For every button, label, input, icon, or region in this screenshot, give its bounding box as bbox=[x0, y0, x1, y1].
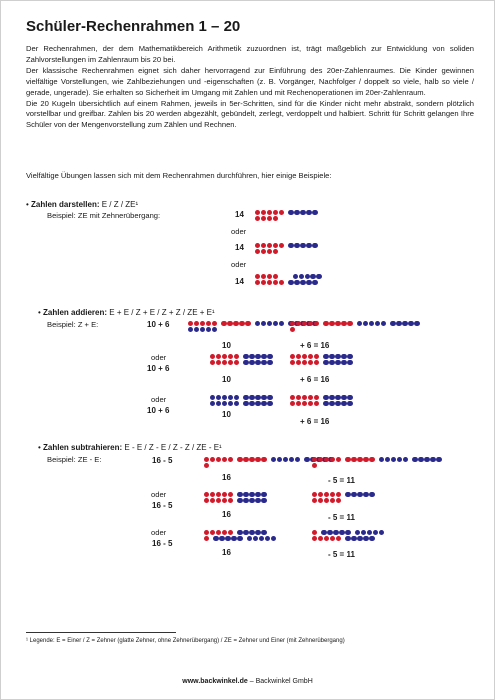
blue-bead bbox=[335, 360, 340, 365]
intro-paragraph-1: Der Rechenrahmen, der dem Mathematikbereich Arithmetik zuzuordnen ist, trägt maßgeblich zur Entwicklung von soliden Zahlvorstellungen im Zahlenraum bis 20 bei. bbox=[26, 44, 474, 64]
red-bead bbox=[312, 498, 317, 503]
addieren-step: + 6 = 16 bbox=[300, 417, 330, 426]
blue-bead bbox=[253, 536, 258, 541]
red-bead bbox=[312, 536, 317, 541]
blue-bead bbox=[379, 457, 384, 462]
blue-bead bbox=[381, 321, 386, 326]
red-bead bbox=[210, 360, 215, 365]
blue-bead bbox=[288, 210, 293, 215]
blue-bead bbox=[261, 321, 266, 326]
bead-row bbox=[290, 360, 353, 366]
red-bead bbox=[341, 321, 346, 326]
bead-row bbox=[290, 327, 420, 333]
subtrahieren-step: - 5 = 11 bbox=[328, 550, 355, 559]
subtrahieren-task: 16 - 5 bbox=[152, 501, 173, 510]
red-bead bbox=[336, 498, 341, 503]
section-addieren-heading: • Zahlen addieren: E + E / Z + E / Z + Z / ZE + E¹ bbox=[38, 308, 215, 317]
red-bead bbox=[204, 498, 209, 503]
blue-bead bbox=[396, 321, 401, 326]
red-bead bbox=[216, 360, 221, 365]
red-bead bbox=[222, 498, 227, 503]
blue-bead bbox=[390, 321, 395, 326]
blue-bead bbox=[408, 321, 413, 326]
blue-bead bbox=[300, 210, 305, 215]
red-bead bbox=[347, 321, 352, 326]
darstellen-ops: E / Z / ZE¹ bbox=[101, 200, 139, 209]
blue-bead bbox=[363, 321, 368, 326]
blue-bead bbox=[273, 321, 278, 326]
red-bead bbox=[233, 321, 238, 326]
blue-bead bbox=[335, 401, 340, 406]
red-bead bbox=[324, 457, 329, 462]
bead-frame-add-end-2 bbox=[290, 354, 353, 365]
footer-url[interactable]: www.backwinkel.de bbox=[182, 678, 248, 685]
blue-bead bbox=[249, 360, 254, 365]
red-bead bbox=[221, 321, 226, 326]
blue-bead bbox=[255, 321, 260, 326]
blue-bead bbox=[369, 321, 374, 326]
red-bead bbox=[302, 321, 307, 326]
red-bead bbox=[324, 498, 329, 503]
blue-bead bbox=[414, 321, 419, 326]
addieren-example: Beispiel: Z + E: bbox=[47, 320, 99, 329]
red-bead bbox=[357, 457, 362, 462]
addieren-title: Zahlen addieren: bbox=[43, 308, 108, 317]
red-bead bbox=[273, 249, 278, 254]
blue-bead bbox=[385, 457, 390, 462]
red-bead bbox=[210, 498, 215, 503]
blue-bead bbox=[357, 492, 362, 497]
blue-bead bbox=[255, 360, 260, 365]
blue-bead bbox=[351, 492, 356, 497]
bead-frame-14c bbox=[255, 274, 322, 285]
blue-bead bbox=[436, 457, 441, 462]
darstellen-value-1: 14 bbox=[235, 210, 244, 219]
darstellen-value-3: 14 bbox=[235, 277, 244, 286]
blue-bead bbox=[306, 210, 311, 215]
bead-row bbox=[255, 216, 318, 222]
blue-bead bbox=[267, 321, 272, 326]
red-bead bbox=[234, 360, 239, 365]
blue-bead bbox=[277, 457, 282, 462]
blue-bead bbox=[363, 536, 368, 541]
addieren-ops: E + E / Z + E / Z + Z / ZE + E¹ bbox=[109, 308, 215, 317]
blue-bead bbox=[403, 457, 408, 462]
blue-bead bbox=[213, 536, 218, 541]
bead-row bbox=[255, 249, 318, 255]
blue-bead bbox=[323, 401, 328, 406]
blue-bead bbox=[294, 280, 299, 285]
bead-row bbox=[312, 536, 384, 542]
blue-bead bbox=[424, 457, 429, 462]
red-bead bbox=[336, 457, 341, 462]
red-bead bbox=[345, 457, 350, 462]
red-bead bbox=[296, 360, 301, 365]
blue-bead bbox=[351, 536, 356, 541]
darstellen-example: Beispiel: ZE mit Zehnerübergang: bbox=[47, 211, 161, 220]
red-bead bbox=[267, 216, 272, 221]
red-bead bbox=[261, 280, 266, 285]
bead-frame-14a bbox=[255, 210, 318, 221]
blue-bead bbox=[295, 457, 300, 462]
bead-frame-sub-end-3 bbox=[312, 530, 384, 541]
intro-paragraph-3: Die 20 Kugeln übersichtlich auf einem Rahmen, jeweils in 5er-Schritten, sind für die Kinder nicht mehr abstrakt, sondern plötzlich vorstellbar und greifbar. Zahlen bis 20 werden abgezählt, gebündelt, zerlegt, verdoppelt und halbiert. Schritt für Schritt gelangen Ihre Schüler von der Mengenvorstellung zum Zählen und Rechnen. bbox=[26, 98, 474, 130]
addieren-step: + 6 = 16 bbox=[300, 341, 330, 350]
bead-row bbox=[210, 401, 273, 407]
blue-bead bbox=[347, 360, 352, 365]
red-bead bbox=[237, 457, 242, 462]
blue-bead bbox=[216, 401, 221, 406]
blue-bead bbox=[194, 327, 199, 332]
blue-bead bbox=[430, 457, 435, 462]
blue-bead bbox=[237, 498, 242, 503]
red-bead bbox=[318, 536, 323, 541]
red-bead bbox=[245, 321, 250, 326]
blue-bead bbox=[294, 243, 299, 248]
red-bead bbox=[267, 249, 272, 254]
section-darstellen-heading: • Zahlen darstellen: E / Z / ZE¹ bbox=[26, 200, 139, 209]
blue-bead bbox=[243, 498, 248, 503]
section-subtrahieren-heading: • Zahlen subtrahieren: E - E / Z - E / Z - Z / ZE - E¹ bbox=[38, 443, 222, 452]
blue-bead bbox=[247, 536, 252, 541]
red-bead bbox=[363, 457, 368, 462]
red-bead bbox=[312, 463, 317, 468]
red-bead bbox=[273, 216, 278, 221]
oder-label: oder bbox=[151, 395, 167, 404]
bead-frame-14b bbox=[255, 243, 318, 254]
bead-frame-sub-end-1 bbox=[312, 457, 442, 468]
blue-bead bbox=[261, 401, 266, 406]
oder-label: oder bbox=[151, 353, 167, 362]
blue-bead bbox=[265, 536, 270, 541]
red-bead bbox=[329, 321, 334, 326]
red-bead bbox=[255, 280, 260, 285]
addieren-step: + 6 = 16 bbox=[300, 375, 330, 384]
blue-bead bbox=[412, 457, 417, 462]
red-bead bbox=[369, 457, 374, 462]
blue-bead bbox=[288, 280, 293, 285]
subtrahieren-ops: E - E / Z - E / Z - Z / ZE - E¹ bbox=[124, 443, 222, 452]
red-bead bbox=[351, 457, 356, 462]
blue-bead bbox=[200, 327, 205, 332]
blue-bead bbox=[249, 401, 254, 406]
red-bead bbox=[318, 498, 323, 503]
blue-bead bbox=[271, 536, 276, 541]
blue-bead bbox=[212, 327, 217, 332]
red-bead bbox=[228, 457, 233, 462]
blue-bead bbox=[271, 457, 276, 462]
red-bead bbox=[243, 457, 248, 462]
red-bead bbox=[302, 401, 307, 406]
blue-bead bbox=[222, 401, 227, 406]
bead-row bbox=[204, 498, 267, 504]
red-bead bbox=[290, 360, 295, 365]
bead-row bbox=[204, 536, 276, 542]
blue-bead bbox=[294, 210, 299, 215]
red-bead bbox=[249, 457, 254, 462]
blue-bead bbox=[345, 492, 350, 497]
bead-frame-add-start-3 bbox=[210, 395, 273, 406]
red-bead bbox=[273, 280, 278, 285]
blue-bead bbox=[206, 327, 211, 332]
addieren-start: 10 bbox=[222, 410, 231, 419]
red-bead bbox=[324, 536, 329, 541]
blue-bead bbox=[249, 498, 254, 503]
bead-row bbox=[290, 401, 353, 407]
red-bead bbox=[261, 457, 266, 462]
intro-text bbox=[26, 44, 474, 131]
lead-sentence: Vielfältige Übungen lassen sich mit dem Rechenrahmen durchführen, hier einige Beispiele: bbox=[26, 171, 332, 180]
red-bead bbox=[261, 216, 266, 221]
blue-bead bbox=[341, 360, 346, 365]
red-bead bbox=[228, 360, 233, 365]
footer-separator: – bbox=[249, 678, 254, 685]
bead-row bbox=[210, 360, 273, 366]
page-title: Schüler-Rechenrahmen 1 – 20 bbox=[26, 18, 241, 35]
red-bead bbox=[323, 321, 328, 326]
red-bead bbox=[210, 457, 215, 462]
blue-bead bbox=[306, 280, 311, 285]
blue-bead bbox=[255, 401, 260, 406]
red-bead bbox=[255, 457, 260, 462]
footer-company: Backwinkel GmbH bbox=[255, 678, 313, 685]
bead-frame-add-start-2 bbox=[210, 354, 273, 365]
red-bead bbox=[330, 457, 335, 462]
darstellen-title: Zahlen darstellen: bbox=[31, 200, 100, 209]
oder-label: oder bbox=[151, 528, 167, 537]
red-bead bbox=[222, 360, 227, 365]
blue-bead bbox=[312, 210, 317, 215]
red-bead bbox=[255, 216, 260, 221]
blue-bead bbox=[312, 243, 317, 248]
blue-bead bbox=[418, 457, 423, 462]
bead-row bbox=[312, 463, 442, 469]
red-bead bbox=[290, 401, 295, 406]
red-bead bbox=[296, 321, 301, 326]
red-bead bbox=[239, 321, 244, 326]
red-bead bbox=[336, 536, 341, 541]
red-bead bbox=[261, 249, 266, 254]
red-bead bbox=[330, 536, 335, 541]
intro-paragraph-2: Der klassische Rechenrahmen eignet sich daher hervorragend zur Einführung des 20er-Zahlenraumes. Die Kinder gewinnen vielfältige Vorstellungen, wie Zahlbeziehungen und -eigenschaften (z. B. Vorgänger, Nachfolger / doppelt so viele, halb so viele / gerade, ungerade). Sie erhalten so Sicherheit im Umgang mit Zahlen und mit Rechenoperationen im 20er-Zahlenraum. bbox=[26, 65, 474, 97]
oder-label: oder bbox=[231, 260, 247, 269]
blue-bead bbox=[345, 536, 350, 541]
addieren-task: 10 + 6 bbox=[147, 406, 170, 415]
red-bead bbox=[302, 360, 307, 365]
blue-bead bbox=[306, 243, 311, 248]
red-bead bbox=[330, 498, 335, 503]
blue-bead bbox=[243, 401, 248, 406]
red-bead bbox=[222, 457, 227, 462]
red-bead bbox=[204, 536, 209, 541]
blue-bead bbox=[391, 457, 396, 462]
addieren-start: 10 bbox=[222, 341, 231, 350]
blue-bead bbox=[283, 457, 288, 462]
oder-label: oder bbox=[151, 490, 167, 499]
blue-bead bbox=[329, 360, 334, 365]
red-bead bbox=[314, 360, 319, 365]
bead-frame-sub-end-2 bbox=[312, 492, 375, 503]
blue-bead bbox=[402, 321, 407, 326]
blue-bead bbox=[357, 536, 362, 541]
red-bead bbox=[314, 321, 319, 326]
blue-bead bbox=[261, 498, 266, 503]
blue-bead bbox=[300, 243, 305, 248]
blue-bead bbox=[237, 536, 242, 541]
red-bead bbox=[308, 360, 313, 365]
red-bead bbox=[290, 327, 295, 332]
bead-frame-sub-start-2 bbox=[204, 492, 267, 503]
blue-bead bbox=[369, 536, 374, 541]
blue-bead bbox=[234, 401, 239, 406]
addieren-task: 10 + 6 bbox=[147, 364, 170, 373]
footer bbox=[0, 678, 495, 685]
blue-bead bbox=[231, 536, 236, 541]
blue-bead bbox=[369, 492, 374, 497]
blue-bead bbox=[225, 536, 230, 541]
blue-bead bbox=[304, 457, 309, 462]
blue-bead bbox=[228, 401, 233, 406]
red-bead bbox=[216, 457, 221, 462]
blue-bead bbox=[259, 536, 264, 541]
subtrahieren-task: 16 - 5 bbox=[152, 539, 173, 548]
subtrahieren-title: Zahlen subtrahieren: bbox=[43, 443, 123, 452]
blue-bead bbox=[347, 401, 352, 406]
subtrahieren-step: - 5 = 11 bbox=[328, 513, 355, 522]
footnote-divider bbox=[26, 632, 176, 633]
blue-bead bbox=[312, 280, 317, 285]
blue-bead bbox=[261, 360, 266, 365]
red-bead bbox=[204, 463, 209, 468]
blue-bead bbox=[188, 327, 193, 332]
blue-bead bbox=[357, 321, 362, 326]
blue-bead bbox=[210, 401, 215, 406]
blue-bead bbox=[329, 401, 334, 406]
subtrahieren-start: 16 bbox=[222, 473, 231, 482]
red-bead bbox=[216, 498, 221, 503]
subtrahieren-start: 16 bbox=[222, 548, 231, 557]
blue-bead bbox=[341, 401, 346, 406]
subtrahieren-step: - 5 = 11 bbox=[328, 476, 355, 485]
blue-bead bbox=[379, 530, 384, 535]
blue-bead bbox=[323, 360, 328, 365]
bead-frame-sub-start-3 bbox=[204, 530, 276, 541]
bead-frame-add-end-1 bbox=[290, 321, 420, 332]
red-bead bbox=[279, 210, 284, 215]
blue-bead bbox=[255, 498, 260, 503]
red-bead bbox=[279, 243, 284, 248]
footnote: ¹ Legende: E = Einer / Z = Zehner (glatte Zehner, ohne Zehnerübergang) / ZE = Zehner und Einer (mit Zehnerübergang) bbox=[26, 638, 345, 644]
blue-bead bbox=[219, 536, 224, 541]
blue-bead bbox=[267, 360, 272, 365]
red-bead bbox=[308, 321, 313, 326]
bead-row bbox=[255, 280, 322, 286]
subtrahieren-example: Beispiel: ZE - E: bbox=[47, 455, 102, 464]
blue-bead bbox=[279, 321, 284, 326]
red-bead bbox=[314, 401, 319, 406]
red-bead bbox=[335, 321, 340, 326]
blue-bead bbox=[300, 280, 305, 285]
blue-bead bbox=[375, 321, 380, 326]
red-bead bbox=[255, 249, 260, 254]
red-bead bbox=[267, 280, 272, 285]
addieren-start: 10 bbox=[222, 375, 231, 384]
blue-bead bbox=[243, 360, 248, 365]
red-bead bbox=[227, 321, 232, 326]
blue-bead bbox=[267, 401, 272, 406]
blue-bead bbox=[363, 492, 368, 497]
oder-label: oder bbox=[231, 227, 247, 236]
blue-bead bbox=[397, 457, 402, 462]
blue-bead bbox=[289, 457, 294, 462]
red-bead bbox=[228, 498, 233, 503]
bead-row bbox=[312, 498, 375, 504]
subtrahieren-start: 16 bbox=[222, 510, 231, 519]
addieren-task: 10 + 6 bbox=[147, 320, 170, 329]
subtrahieren-task: 16 - 5 bbox=[152, 456, 173, 465]
blue-bead bbox=[288, 243, 293, 248]
red-bead bbox=[296, 401, 301, 406]
red-bead bbox=[279, 280, 284, 285]
red-bead bbox=[308, 401, 313, 406]
bead-frame-add-end-3 bbox=[290, 395, 353, 406]
red-bead bbox=[318, 457, 323, 462]
darstellen-value-2: 14 bbox=[235, 243, 244, 252]
